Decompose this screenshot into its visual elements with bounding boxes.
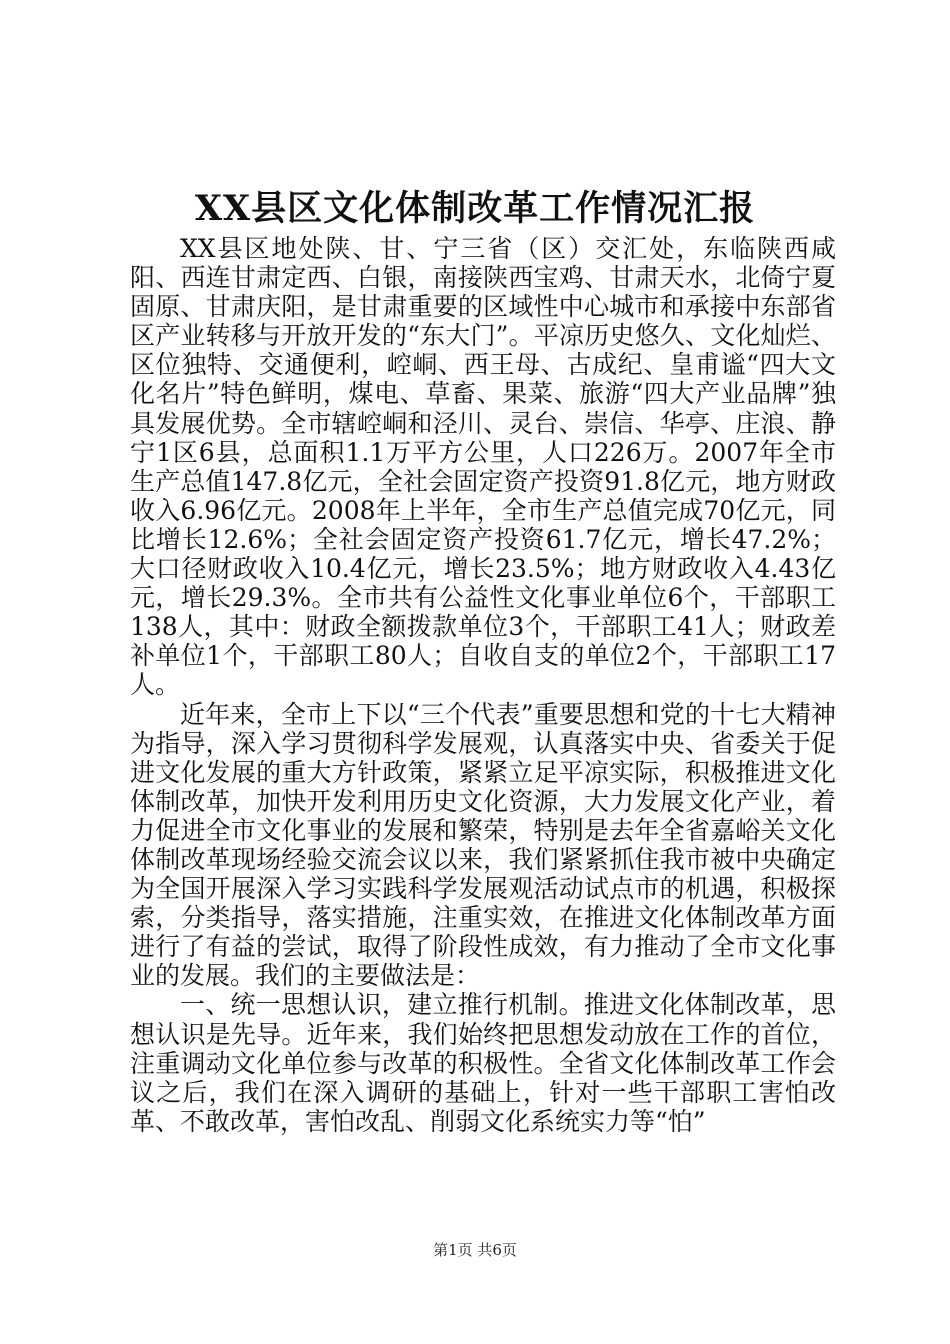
document-title: XX县区文化体制改革工作情况汇报 (194, 188, 756, 229)
document-body (130, 234, 836, 1136)
paragraph-overview: XX县区地处陕、甘、宁三省（区）交汇处，东临陕西咸阳、西连甘肃定西、白银，南接陕西宝鸡、甘肃天水，北倚宁夏固原、甘肃庆阳，是甘肃重要的区域性中心城市和承接中东部省区产业转移与开放开发的“东大门”。平凉历史悠久、文化灿烂、区位独特、交通便利，崆峒、西王母、古成纪、皇甫谧“四大文化名片”特色鲜明，煤电、草畜、果菜、旅游“四大产业品牌”独具发展优势。全市辖崆峒和泾川、灵台、崇信、华亭、庄浪、静宁1区6县，总面积1.1万平方公里，人口226万。2007年全市生产总值147.8亿元，全社会固定资产投资91.8亿元，地方财政收入6.96亿元。2008年上半年，全市生产总值完成70亿元，同比增长12.6%；全社会固定资产投资61.7亿元，增长47.2%；大口径财政收入10.4亿元，增长23.5%；地方财政收入4.43亿元，增长29.3%。全市共有公益性文化事业单位6个，干部职工138人，其中：财政全额拨款单位3个，干部职工41人；财政差补单位1个，干部职工80人；自收自支的单位2个，干部职工17人。 (130, 234, 836, 700)
paragraph-recent-years: 近年来，全市上下以“三个代表”重要思想和党的十七大精神为指导，深入学习贯彻科学发展观，认真落实中央、省委关于促进文化发展的重大方针政策，紧紧立足平凉实际，积极推进文化体制改革，加快开发利用历史文化资源，大力发展文化产业，着力促进全市文化事业的发展和繁荣，特别是去年全省嘉峪关文化体制改革现场经验交流会议以来，我们紧紧抓住我市被中央确定为全国开展深入学习实践科学发展观活动试点市的机遇，积极探索，分类指导，落实措施，注重实效，在推进文化体制改革方面进行了有益的尝试，取得了阶段性成效，有力推动了全市文化事业的发展。我们的主要做法是： (130, 699, 836, 991)
page-footer: 第1页 共6页 (433, 1241, 517, 1259)
paragraph-section-one: 一、统一思想认识，建立推行机制。推进文化体制改革，思想认识是先导。近年来，我们始终把思想发动放在工作的首位，注重调动文化单位参与改革的积极性。全省文化体制改革工作会议之后，我们在深入调研的基础上，针对一些干部职工害怕改革、不敢改革，害怕改乱、削弱文化系统实力等“怕” (130, 990, 836, 1136)
